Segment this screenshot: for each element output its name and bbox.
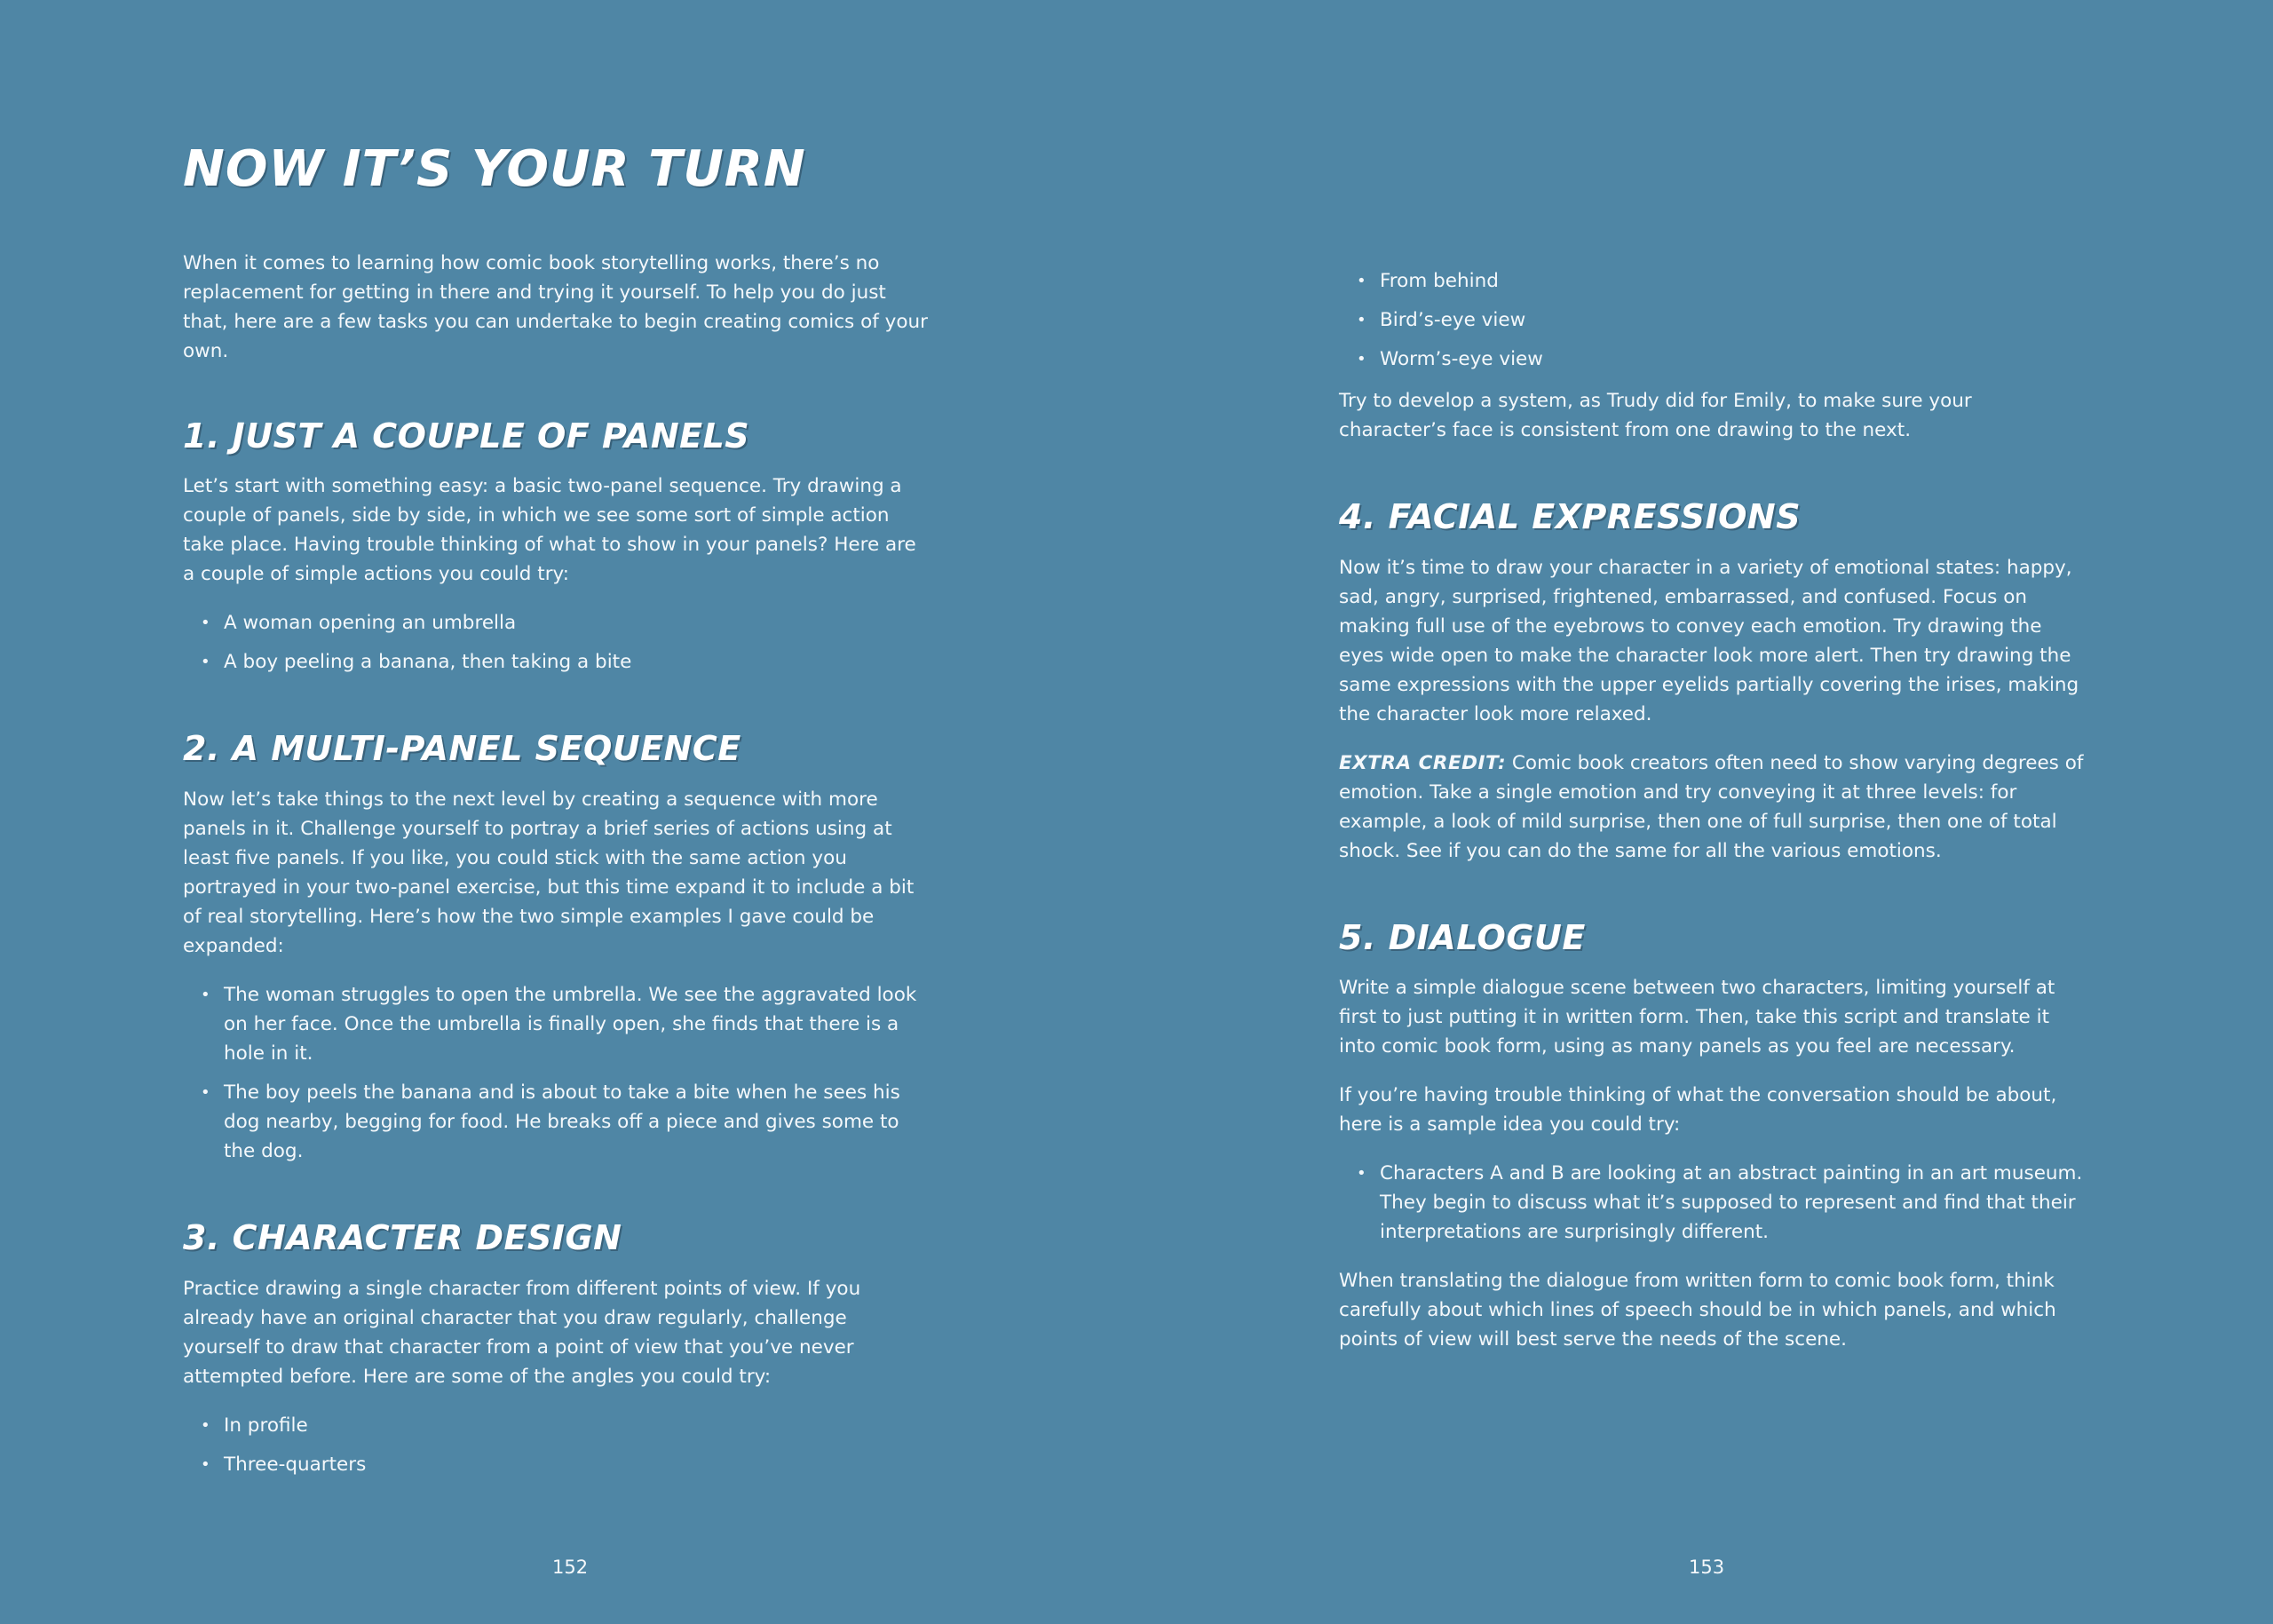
list-item: • Characters A and B are looking at an abstract painting in an art museum. They begin to discuss what it’s supposed to represent and find that their interpretations are surprisingly different. xyxy=(1357,1159,2085,1247)
section-1-paragraph: Let’s start with something easy: a basic two-panel sequence. Try drawing a couple of panels, side by side, in which we see some sort of simple action take place. Having trouble thinking of what to show in your panels? Here are a couple of simple actions you could try: xyxy=(183,475,916,586)
section-3-heading: 3. CHARACTER DESIGN xyxy=(183,1217,622,1257)
section-2-heading: 2. A MULTI-PANEL SEQUENCE xyxy=(183,729,741,769)
right-page xyxy=(1136,0,2273,1624)
list-item: • Three-quarters xyxy=(201,1450,929,1479)
section-3-list-continued xyxy=(1339,266,2085,374)
list-item: • Bird’s-eye view xyxy=(1357,305,2085,335)
section-5-paragraph-3: When translating the dialogue from written form to comic book form, think carefully about which lines of speech should be in which panels, and which points of view will best serve the needs of the scene. xyxy=(1339,1270,2056,1351)
section-1-list xyxy=(183,608,929,677)
left-column xyxy=(183,142,929,1499)
section-3-closing-paragraph: Try to develop a system, as Trudy did for Emily, to make sure your character’s face is consistent from one drawing to the next. xyxy=(1339,390,1972,441)
section-5-heading: 5. DIALOGUE xyxy=(1339,917,1586,957)
list-item: • The woman struggles to open the umbrella. We see the aggravated look on her face. Once the umbrella is finally open, she finds that there is a hole in it. xyxy=(201,980,929,1068)
page-number: 152 xyxy=(552,1557,589,1578)
extra-credit-label: EXTRA CREDIT: xyxy=(1339,751,1507,774)
intro-section xyxy=(183,249,929,366)
list-item: • From behind xyxy=(1357,266,2085,296)
extra-credit-text: Comic book creators often need to show varying degrees of emotion. Take a single emotion and try conveying it at three levels: for example, a look of mild surprise, then one of full surprise, then one of total shock. See if you can do the same for all the various emotions. xyxy=(1339,751,2084,862)
section-character-design xyxy=(183,1219,929,1479)
section-couple-of-panels xyxy=(183,417,929,677)
list-item: • Worm’s-eye view xyxy=(1357,345,2085,374)
page-title: NOW IT’S YOUR TURN xyxy=(183,140,806,198)
section-dialogue xyxy=(1339,919,2085,1355)
page-number: 153 xyxy=(1689,1557,1725,1578)
section-5-paragraph-1: Write a simple dialogue scene between two characters, limiting yourself at first to just putting it in written form. Then, take this script and translate it into comic book form, using as many panels as you feel are necessary. xyxy=(1339,977,2055,1058)
section-4-heading: 4. FACIAL EXPRESSIONS xyxy=(1339,497,1802,536)
section-multi-panel-sequence xyxy=(183,730,929,1166)
section-facial-expressions xyxy=(1339,498,2085,866)
list-item: • A boy peeling a banana, then taking a bite xyxy=(201,647,929,677)
list-item: • The boy peels the banana and is about to take a bite when he sees his dog nearby, begging for food. He breaks off a piece and gives some to the dog. xyxy=(201,1078,929,1166)
section-3-list xyxy=(183,1411,929,1479)
section-character-design-continued xyxy=(1339,266,2085,445)
section-3-paragraph: Practice drawing a single character from different points of view. If you already have an original character that you draw regularly, challenge yourself to draw that character from a point of view that you’ve never attempted before. Here are some of the angles you could try: xyxy=(183,1277,861,1388)
left-page xyxy=(0,0,1136,1624)
right-column xyxy=(1339,266,2085,1374)
section-2-list xyxy=(183,980,929,1166)
list-item: • In profile xyxy=(201,1411,929,1440)
section-4-paragraph: Now it’s time to draw your character in a variety of emotional states: happy, sad, angry, surprised, frightened, embarrassed, and confused. Focus on making full use of the eyebrows to convey each emotion. Try drawing the eyes wide open to make the character look more alert. Then try drawing the same expressions with the upper eyelids partially covering the irises, making the character look more relaxed. xyxy=(1339,556,2079,725)
extra-credit-paragraph xyxy=(1339,749,2085,866)
list-item: • A woman opening an umbrella xyxy=(201,608,929,638)
section-1-heading: 1. JUST A COUPLE OF PANELS xyxy=(183,416,750,456)
intro-paragraph: When it comes to learning how comic book storytelling works, there’s no replacement for getting in there and trying it yourself. To help you do just that, here are a few tasks you can undertake to begin creating comics of your own. xyxy=(183,251,928,362)
section-5-list xyxy=(1339,1159,2085,1247)
section-5-paragraph-2: If you’re having trouble thinking of what the conversation should be about, here is a sample idea you could try: xyxy=(1339,1084,2057,1137)
section-2-paragraph: Now let’s take things to the next level by creating a sequence with more panels in it. Challenge yourself to portray a brief series of actions using at least five panels. If you like, you could stick with the same action you portrayed in your two-panel exercise, but this time expand it to include a bit of real storytelling. Here’s how the two simple examples I gave could be expanded: xyxy=(183,788,915,957)
